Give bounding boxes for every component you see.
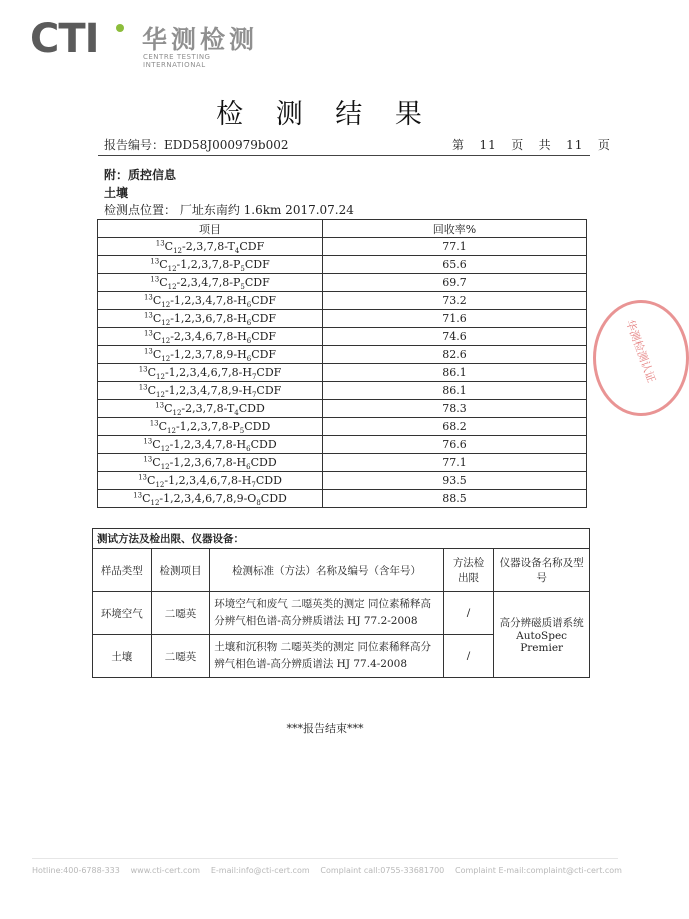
compound-part: 6	[246, 337, 252, 346]
compound-part: CDD	[260, 492, 287, 505]
compound-part: 13	[138, 383, 148, 392]
location-line: 检测点位置： 厂址东南约 1.6km 2017.07.24	[104, 203, 354, 217]
logo-english-name: CENTRE TESTING INTERNATIONAL	[143, 53, 211, 69]
compound-part: -1,2,3,4,6,7,8-H	[164, 474, 252, 487]
compound-part: -1,2,3,4,6,7,8-H	[164, 366, 252, 379]
table-row	[98, 382, 587, 400]
compound-part: 12	[167, 283, 177, 292]
compound-cell	[98, 274, 323, 292]
report-end-marker: ***报告结束***	[286, 722, 364, 735]
recovery-cell: 69.7	[323, 274, 587, 292]
compound-part: CDD	[238, 402, 265, 415]
table-row	[98, 346, 587, 364]
column-header: 回收率%	[323, 220, 587, 238]
compound-part: 12	[161, 355, 171, 364]
page-label-part: 共	[538, 138, 552, 152]
compound-part: CDF	[251, 294, 277, 307]
recovery-cell: 68.2	[323, 418, 587, 436]
compound-cell	[98, 418, 323, 436]
compound-part: 12	[156, 391, 165, 400]
compound-part: 8	[256, 499, 261, 508]
method-cell: 环境空气和废气 二噁英类的测定 同位素稀释高分辨气相色谱-高分辨质谱法 HJ 77.2-2008	[210, 592, 444, 635]
compound-part: 12	[161, 301, 171, 310]
compound-part: 12	[156, 373, 165, 382]
compound-part: 6	[246, 463, 251, 472]
appendix-label: 附：质控信息	[104, 168, 177, 182]
compound-part: CDD	[250, 438, 277, 451]
compound-cell	[98, 436, 323, 454]
table-row	[98, 454, 587, 472]
column-header: 检测标准（方法）名称及编号（含年号）	[210, 549, 444, 592]
footer-email: E-mail:info@cti-cert.com	[210, 866, 310, 875]
compound-part: 13	[155, 239, 165, 248]
compound-part: 4	[234, 247, 240, 256]
compound-part: CDF	[256, 384, 282, 397]
instrument-cell: 高分辨磁质谱系统 AutoSpec Premier	[494, 592, 590, 678]
logo-chinese-name: 华测检测	[142, 25, 259, 54]
compound-part: -2,3,7,8-T	[182, 240, 235, 253]
compound-part: 13	[143, 347, 153, 356]
compound-part: 4	[234, 409, 239, 418]
recovery-cell: 65.6	[323, 256, 587, 274]
table-row	[98, 418, 587, 436]
test-item-cell: 二噁英	[151, 635, 210, 678]
compound-part: -1,2,3,4,7,8,9-H	[164, 384, 252, 397]
compound-part: 13	[143, 311, 153, 320]
compound-part: -2,3,7,8-T	[181, 402, 235, 415]
table-row	[98, 310, 587, 328]
table-row	[93, 592, 590, 635]
column-header: 检测项目	[151, 549, 210, 592]
compound-part: C	[152, 312, 162, 325]
compound-part: C	[158, 420, 168, 433]
page-label-part: 11	[566, 138, 584, 152]
compound-part: 13	[150, 275, 160, 284]
recovery-cell: 77.1	[323, 238, 587, 256]
table-row	[98, 364, 587, 382]
official-seal-stamp	[593, 300, 689, 416]
sample-type-cell: 土壤	[93, 635, 152, 678]
compound-cell	[98, 328, 323, 346]
compound-cell	[98, 364, 323, 382]
table-row	[98, 292, 587, 310]
column-header: 项目	[98, 220, 323, 238]
detection-limit-cell: /	[443, 592, 493, 635]
compound-part: C	[142, 492, 151, 505]
page-number	[452, 136, 611, 153]
compound-part: -1,2,3,7,8-P	[176, 258, 241, 271]
compound-cell	[98, 346, 323, 364]
compound-part: C	[152, 294, 162, 307]
compound-part: CDF	[244, 276, 270, 289]
compound-part: 7	[251, 373, 257, 382]
sample-type-cell: 环境空气	[93, 592, 152, 635]
recovery-cell: 86.1	[323, 364, 587, 382]
recovery-cell: 88.5	[323, 490, 587, 508]
compound-part: 13	[155, 401, 165, 410]
compound-cell	[98, 256, 323, 274]
table-row	[98, 490, 587, 508]
test-item-cell: 二噁英	[151, 592, 210, 635]
compound-part: 6	[246, 355, 252, 364]
header-divider	[98, 155, 590, 156]
compound-part: 12	[161, 319, 171, 328]
compound-part: CDF	[251, 330, 277, 343]
compound-part: 13	[143, 329, 153, 338]
compound-part: -1,2,3,6,7,8-H	[169, 456, 247, 469]
compound-part: C	[147, 474, 156, 487]
method-cell: 土壤和沉积物 二噁英类的测定 同位素稀释高分辨气相色谱-高分辨质谱法 HJ 77.4-2008	[210, 635, 444, 678]
recovery-cell: 73.2	[323, 292, 587, 310]
compound-part: 6	[246, 319, 252, 328]
compound-part: 13	[143, 455, 153, 464]
compound-part: CDD	[244, 420, 271, 433]
page-label-part: 第	[452, 138, 466, 152]
compound-part: CDF	[239, 240, 265, 253]
recovery-cell: 76.6	[323, 436, 587, 454]
compound-part: C	[152, 348, 162, 361]
recovery-cell: 71.6	[323, 310, 587, 328]
table-row	[98, 256, 587, 274]
compound-part: C	[147, 384, 157, 397]
footer-complaint-email: Complaint E-mail:complaint@cti-cert.com	[455, 866, 622, 875]
compound-part: -1,2,3,7,8-P	[175, 420, 240, 433]
compound-part: CDF	[251, 348, 277, 361]
method-heading-row	[93, 529, 590, 549]
compound-cell	[98, 490, 323, 508]
page-label-part: 页	[511, 138, 525, 152]
recovery-cell: 78.3	[323, 400, 587, 418]
logo-dot-icon	[116, 24, 124, 32]
compound-part: 12	[155, 481, 165, 490]
compound-part: 12	[167, 427, 176, 436]
compound-part: 12	[150, 499, 160, 508]
compound-part: 13	[143, 293, 153, 302]
compound-part: -2,3,4,7,8-P	[176, 276, 241, 289]
compound-part: -1,2,3,6,7,8-H	[170, 312, 247, 325]
qc-recovery-table	[97, 219, 587, 508]
table-header-row	[98, 220, 587, 238]
footer-divider	[32, 858, 618, 859]
compound-part: C	[159, 276, 168, 289]
table-header-row	[93, 549, 590, 592]
compound-part: CDF	[256, 366, 282, 379]
compound-part: C	[152, 456, 161, 469]
compound-part: 13	[138, 473, 148, 482]
recovery-cell: 86.1	[323, 382, 587, 400]
compound-part: 7	[251, 391, 257, 400]
table-row	[98, 328, 587, 346]
matrix-label: 土壤	[104, 186, 129, 200]
stamp-text: 华测检测认证	[623, 317, 658, 385]
table-row	[98, 472, 587, 490]
column-header: 方法检出限	[443, 549, 493, 592]
compound-part: 6	[246, 445, 251, 454]
footer-website: www.cti-cert.com	[130, 866, 201, 875]
compound-part: 13	[143, 437, 153, 446]
compound-part: 5	[240, 283, 245, 292]
footer-complaint-call: Complaint call:0755-33681700	[320, 866, 445, 875]
compound-part: CDF	[244, 258, 270, 271]
compound-cell	[98, 238, 323, 256]
recovery-cell: 74.6	[323, 328, 587, 346]
recovery-cell: 82.6	[323, 346, 587, 364]
cti-logo	[30, 14, 260, 69]
table-row	[98, 274, 587, 292]
compound-part: CDF	[251, 312, 277, 325]
recovery-cell: 77.1	[323, 454, 587, 472]
compound-cell	[98, 454, 323, 472]
compound-part: -1,2,3,7,8,9-H	[170, 348, 247, 361]
compound-cell	[98, 292, 323, 310]
footer	[32, 866, 622, 875]
compound-cell	[98, 472, 323, 490]
table-row	[98, 238, 587, 256]
compound-part: 7	[251, 481, 256, 490]
table-row	[98, 400, 587, 418]
column-header: 样品类型	[93, 549, 152, 592]
logo-mark: CTI	[30, 16, 99, 62]
compound-part: 12	[173, 247, 183, 256]
table-row	[98, 436, 587, 454]
compound-part: C	[152, 438, 161, 451]
detection-limit-cell: /	[443, 635, 493, 678]
compound-part: C	[159, 258, 168, 271]
compound-cell	[98, 382, 323, 400]
method-heading: 测试方法及检出限、仪器设备：	[93, 529, 590, 549]
page-label-part: 页	[597, 138, 611, 152]
compound-part: 12	[167, 265, 177, 274]
compound-cell	[98, 310, 323, 328]
compound-part: C	[147, 366, 157, 379]
compound-part: -1,2,3,4,7,8-H	[169, 438, 247, 451]
compound-cell	[98, 400, 323, 418]
compound-part: C	[152, 330, 162, 343]
compound-part: 13	[149, 419, 159, 428]
compound-part: 13	[150, 257, 160, 266]
compound-part: 13	[133, 491, 143, 500]
column-header: 仪器设备名称及型号	[494, 549, 590, 592]
compound-part: 12	[172, 409, 182, 418]
compound-part: C	[164, 240, 174, 253]
method-table	[92, 528, 590, 678]
compound-part: -1,2,3,4,6,7,8,9-O	[159, 492, 257, 505]
compound-part: -1,2,3,4,7,8-H	[170, 294, 247, 307]
page-title: 检 测 结 果	[216, 99, 434, 130]
compound-part: 13	[138, 365, 148, 374]
footer-hotline: Hotline:400-6788-333	[32, 866, 120, 875]
compound-part: 12	[160, 445, 170, 454]
report-number: 报告编号：EDD58J000979b002	[104, 138, 289, 152]
compound-part: C	[164, 402, 173, 415]
compound-part: 5	[239, 427, 245, 436]
recovery-cell: 93.5	[323, 472, 587, 490]
compound-part: -2,3,4,6,7,8-H	[170, 330, 247, 343]
compound-part: 12	[161, 337, 171, 346]
compound-part: CDD	[255, 474, 282, 487]
compound-part: 12	[160, 463, 170, 472]
compound-part: CDD	[250, 456, 277, 469]
compound-part: 5	[240, 265, 245, 274]
compound-part: 6	[246, 301, 252, 310]
page-label-part: 11	[479, 138, 497, 152]
